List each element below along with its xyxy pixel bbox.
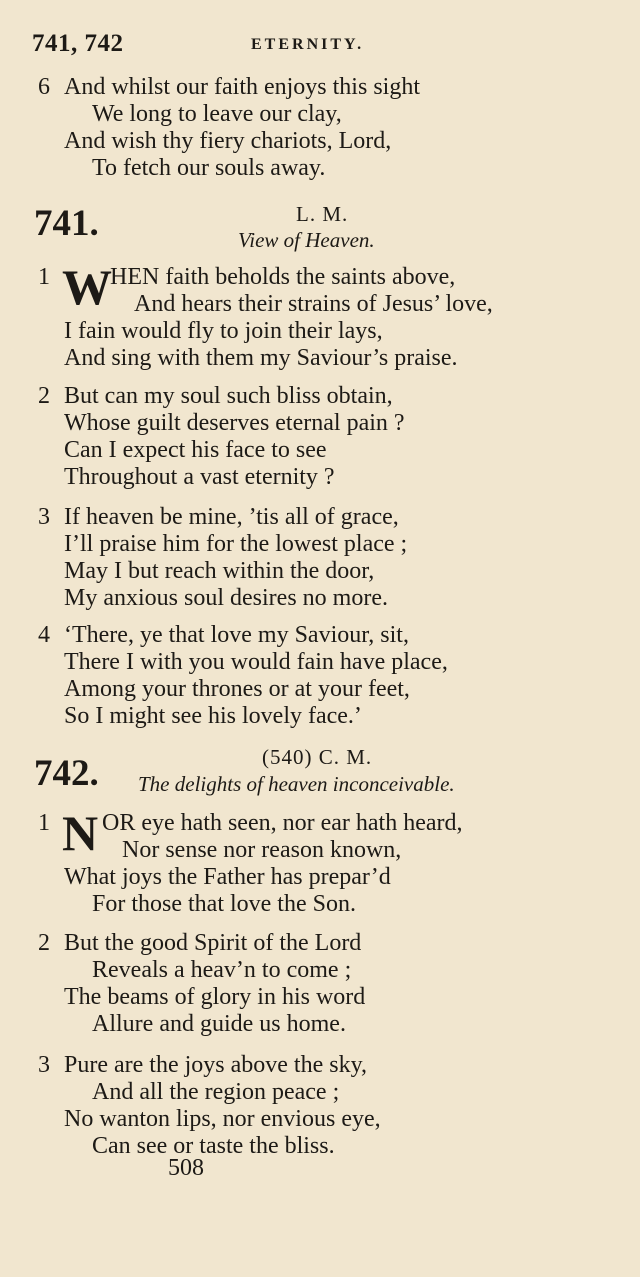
stanza-line: But can my soul such bliss obtain, — [64, 383, 393, 409]
stanza-number: 3 — [38, 1052, 50, 1078]
stanza-line: Allure and guide us home. — [92, 1011, 346, 1037]
hymn-741-meter: L. M. — [296, 202, 349, 226]
stanza-line: OR eye hath seen, nor ear hath heard, — [102, 810, 463, 836]
stanza-line: And wish thy fiery chariots, Lord, — [64, 128, 392, 154]
stanza-line: If heaven be mine, ’tis all of grace, — [64, 504, 399, 530]
stanza-line: Nor sense nor reason known, — [122, 837, 402, 863]
stanza-number: 2 — [38, 383, 50, 409]
stanza-number: 6 — [38, 74, 50, 100]
stanza-line: I fain would fly to join their lays, — [64, 318, 383, 344]
stanza-line: Throughout a vast eternity ? — [64, 464, 335, 490]
drop-cap: W — [62, 259, 112, 315]
stanza-line: May I but reach within the door, — [64, 558, 375, 584]
hymn-741-number: 741. — [34, 203, 99, 244]
stanza-line: Can see or taste the bliss. — [92, 1133, 335, 1159]
stanza-line: Among your thrones or at your feet, — [64, 676, 410, 702]
stanza-line: Can I expect his face to see — [64, 437, 327, 463]
stanza-line: My anxious soul desires no more. — [64, 585, 388, 611]
stanza-line: I’ll praise him for the lowest place ; — [64, 531, 408, 557]
stanza-number: 3 — [38, 504, 50, 530]
stanza-line: And all the region peace ; — [92, 1079, 340, 1105]
stanza-number: 1 — [38, 810, 50, 836]
hymn-742-meter: (540) C. M. — [262, 745, 373, 769]
header-hymn-numbers: 741, 742 — [32, 30, 124, 57]
stanza-line: And hears their strains of Jesus’ love, — [134, 291, 493, 317]
stanza-line: Whose guilt deserves eternal pain ? — [64, 410, 405, 436]
stanza-line: For those that love the Son. — [92, 891, 356, 917]
stanza-number: 4 — [38, 622, 50, 648]
stanza-line: What joys the Father has prepar’d — [64, 864, 391, 890]
header-title: ETERNITY. — [251, 36, 365, 53]
page-number: 508 — [168, 1155, 204, 1181]
stanza-line: ‘There, ye that love my Saviour, sit, — [64, 622, 409, 648]
stanza-line: Pure are the joys above the sky, — [64, 1052, 368, 1078]
stanza-line: No wanton lips, nor envious eye, — [64, 1106, 381, 1132]
stanza-line: To fetch our souls away. — [92, 155, 326, 181]
stanza-line: And sing with them my Saviour’s praise. — [64, 345, 458, 371]
stanza-line: So I might see his lovely face.’ — [64, 703, 362, 729]
drop-cap: N — [62, 805, 99, 861]
hymn-741-subtitle: View of Heaven. — [238, 228, 375, 252]
stanza-line: We long to leave our clay, — [92, 101, 342, 127]
stanza-number: 2 — [38, 930, 50, 956]
stanza-line: Reveals a heav’n to come ; — [92, 957, 352, 983]
stanza-line: HEN faith beholds the saints above, — [110, 264, 456, 290]
stanza-line: The beams of glory in his word — [64, 984, 366, 1010]
running-header — [32, 30, 608, 60]
stanza-line: There I with you would fain have place, — [64, 649, 448, 675]
stanza-line: And whilst our faith enjoys this sight — [64, 74, 420, 100]
hymn-742-number: 742. — [34, 753, 99, 794]
stanza-line: But the good Spirit of the Lord — [64, 930, 362, 956]
hymn-742-subtitle: The delights of heaven inconceivable. — [138, 772, 455, 796]
stanza-number: 1 — [38, 264, 50, 290]
